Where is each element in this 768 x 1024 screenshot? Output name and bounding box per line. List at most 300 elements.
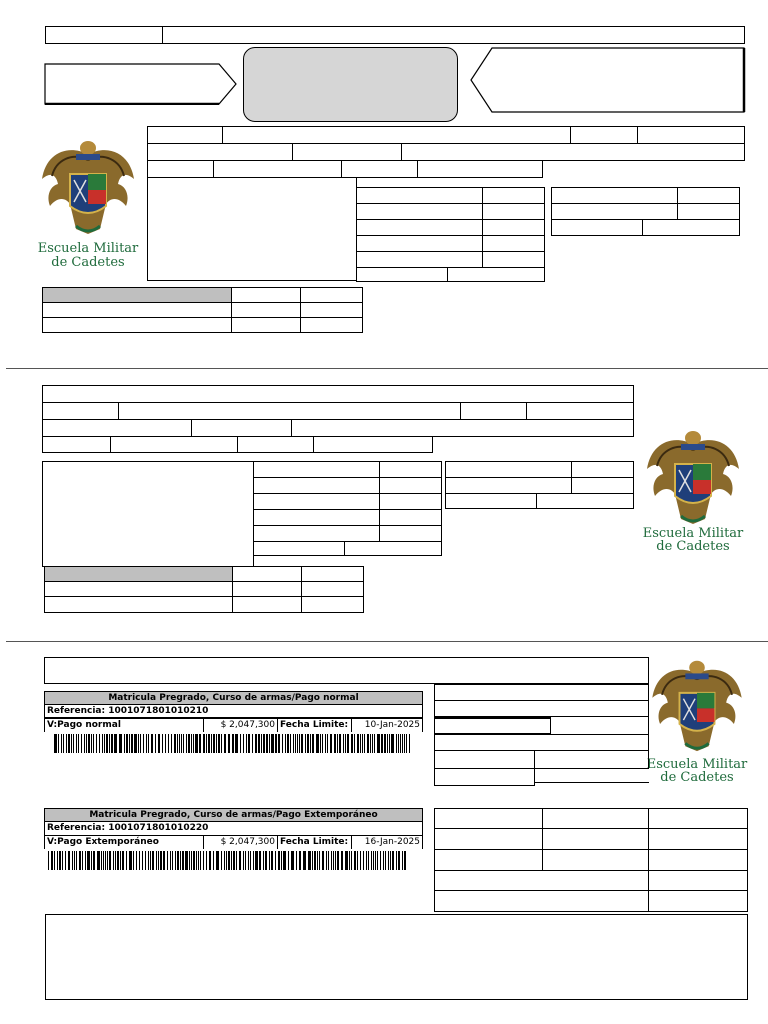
concept-table-header-cell (301, 566, 364, 582)
info-cell (291, 419, 634, 437)
reference-label: Referencia: (47, 706, 106, 716)
barcode-bar (288, 851, 289, 870)
concept-table-cell (300, 317, 363, 333)
barcode-bar (326, 851, 327, 870)
barcode-bar (59, 851, 61, 870)
barcode-bar (360, 734, 361, 753)
barcode-bar (354, 734, 355, 753)
barcode-bar (162, 734, 163, 753)
barcode-bar (93, 851, 95, 870)
barcode-bar (398, 734, 399, 753)
barcode-bar (281, 851, 282, 870)
barcode-bar (191, 734, 192, 753)
concept-table-cell (44, 581, 233, 597)
barcode-bar (51, 851, 53, 870)
barcode-bar (370, 734, 371, 753)
logo-text-line1: Escuela Militar (37, 241, 139, 256)
stamp-cell (434, 768, 535, 786)
barcode-bar (299, 734, 300, 753)
barcode-bar (372, 734, 373, 753)
detail-cell (356, 203, 483, 220)
coat-of-arms-icon (641, 424, 745, 529)
barcode-bar (283, 851, 286, 870)
header-label-cell (45, 26, 163, 44)
barcode-bar (208, 734, 210, 753)
coat-of-arms-icon (36, 134, 140, 239)
barcode-bar (406, 734, 407, 753)
barcode-bar (255, 734, 257, 753)
detail-cell (379, 509, 442, 526)
barcode-bar (113, 851, 114, 870)
summary-cell (445, 493, 537, 509)
barcode-bar (88, 734, 90, 753)
barcode-bar (170, 851, 171, 870)
barcode-bar (63, 734, 64, 753)
barcode-bar (380, 851, 381, 870)
detail-cell (253, 509, 380, 526)
detail-cell (482, 219, 545, 236)
payment-value-label: V:Pago Extemporáneo (44, 835, 204, 849)
payment-reference (44, 704, 423, 718)
concept-table-header-cell (232, 566, 302, 582)
deadline-value: 10-Jan-2025 (351, 718, 423, 732)
barcode-bar (307, 734, 309, 753)
barcode-bar (285, 734, 286, 753)
detail-cell (379, 493, 442, 510)
barcode-bar (93, 734, 94, 753)
barcode-bar (316, 734, 319, 753)
barcode-bar (136, 851, 137, 870)
barcode-bar (175, 851, 176, 870)
barcode-bar (150, 851, 151, 870)
concept-table-header-cell (300, 287, 363, 303)
barcode-bar (388, 851, 389, 870)
barcode-bar (180, 851, 181, 870)
barcode-bar (327, 734, 328, 753)
notes-box (45, 914, 748, 1000)
barcode-bar (213, 734, 215, 753)
barcode-bar (78, 734, 79, 753)
barcode-bar (120, 851, 121, 870)
barcode-bar (104, 734, 105, 753)
barcode-bar (114, 734, 117, 753)
barcode-bar (224, 734, 226, 753)
barcode-bar (203, 851, 204, 870)
barcode-bar (76, 851, 77, 870)
barcode-bar (373, 851, 374, 870)
barcode-bar (76, 734, 77, 753)
barcode-bar (297, 734, 298, 753)
stamp-cell (648, 890, 748, 912)
barcode-bar (186, 734, 187, 753)
logo-text-line1: Escuela Militar (646, 757, 748, 772)
reference-value: 1001071801010210 (108, 706, 209, 716)
barcode-bar (196, 851, 197, 870)
barcode-bar (362, 734, 363, 753)
barcode-bar (155, 734, 156, 753)
barcode-bar (158, 851, 159, 870)
barcode-bar (308, 851, 311, 870)
barcode-bar (317, 851, 318, 870)
barcode-bar (158, 734, 160, 753)
detail-cell (344, 541, 442, 556)
barcode-bar (305, 734, 306, 753)
barcode-bar (226, 851, 227, 870)
barcode-bar (312, 851, 313, 870)
payment-reference (44, 821, 423, 836)
barcode-bar (181, 734, 182, 753)
detail-cell (379, 525, 442, 542)
barcode-bar (185, 851, 188, 870)
barcode-bar (335, 851, 336, 870)
logo-text-line1: Escuela Militar (642, 526, 744, 541)
barcode-bar (299, 851, 301, 870)
barcode-bar (385, 851, 386, 870)
barcode-bar (87, 851, 90, 870)
barcode-bar (103, 851, 104, 870)
barcode-bar (377, 734, 380, 753)
deadline-value: 16-Jan-2025 (351, 835, 423, 849)
barcode-bar (171, 734, 172, 753)
barcode-bar (221, 851, 222, 870)
barcode-bar (117, 851, 119, 870)
barcode-bar (363, 851, 364, 870)
barcode-bar (278, 851, 280, 870)
barcode-bar (101, 851, 102, 870)
barcode-bar (367, 734, 369, 753)
info-cell (417, 160, 543, 178)
school-logo (646, 654, 748, 789)
barcode-bar (320, 734, 321, 753)
barcode-bar (371, 851, 372, 870)
barcode-bar (124, 734, 125, 753)
reference-value: 1001071801010220 (108, 823, 209, 833)
detail-cell (447, 267, 545, 282)
summary-cell (445, 477, 572, 494)
barcode-bar (182, 851, 184, 870)
barcode-bar (198, 851, 199, 870)
barcode-bar (152, 851, 154, 870)
barcode-bar (384, 734, 386, 753)
barcode-bar (255, 851, 258, 870)
barcode-bar (54, 734, 57, 753)
barcode-bar (145, 851, 146, 870)
barcode-bar (84, 734, 85, 753)
barcode-bar (282, 734, 283, 753)
concept-table-cell (232, 596, 302, 613)
barcode-bar (259, 851, 261, 870)
stamp-cell (534, 750, 649, 769)
barcode-bar (199, 734, 201, 753)
summary-cell (551, 203, 678, 220)
detail-cell (253, 493, 380, 510)
concept-table-cell (301, 596, 364, 613)
barcode-bar (81, 734, 82, 753)
barcode-bar (310, 734, 311, 753)
barcode-bar (266, 734, 268, 753)
barcode-bar (245, 851, 246, 870)
barcode-bar (57, 851, 58, 870)
info-cell (237, 436, 314, 453)
concept-table-header (44, 566, 233, 582)
barcode-bar (66, 734, 67, 753)
barcode-bar (72, 851, 73, 870)
barcode-bar (330, 734, 332, 753)
barcode-bar (216, 734, 217, 753)
barcode-bar (357, 734, 359, 753)
barcode-bar (314, 851, 316, 870)
info-cell (570, 126, 638, 144)
cut-line (6, 641, 768, 642)
barcode-bar (221, 734, 222, 753)
summary-cell (536, 493, 634, 509)
barcode-bar (240, 734, 241, 753)
barcode-bar (368, 851, 369, 870)
barcode-bar (322, 734, 323, 753)
barcode-bar (68, 734, 70, 753)
barcode-bar (97, 851, 100, 870)
barcode-bar (195, 734, 198, 753)
barcode-bar (91, 851, 92, 870)
barcode-bar (148, 851, 149, 870)
info-cell (147, 126, 223, 144)
barcode-bar (165, 734, 166, 753)
barcode-bar (243, 851, 244, 870)
info-cell (313, 436, 433, 453)
barcode-bar (151, 734, 153, 753)
summary-cell (571, 461, 634, 478)
logo-text-line2: de Cadetes (656, 539, 730, 554)
barcode-bar (188, 734, 190, 753)
barcode-bar (409, 734, 410, 753)
barcode-bar (62, 851, 63, 870)
barcode-bar (243, 734, 244, 753)
barcode-bar (349, 851, 350, 870)
barcode-bar (391, 734, 394, 753)
barcode-bar (203, 734, 205, 753)
stamp-cell (434, 870, 649, 891)
cut-line (6, 368, 768, 369)
barcode-bar (228, 851, 230, 870)
barcode-bar (253, 851, 254, 870)
barcode-bar (404, 851, 406, 870)
payment-amount: $ 2,047,300 (203, 718, 278, 732)
barcode-bar (364, 734, 365, 753)
summary-cell (551, 219, 643, 236)
barcode-bar (269, 734, 270, 753)
barcode-bar (271, 851, 273, 870)
header-title-cell (162, 26, 745, 44)
stamp-cell (434, 890, 649, 912)
stamp-cell (542, 828, 649, 850)
barcode-bar (337, 851, 339, 870)
concept-table-cell (231, 317, 301, 333)
barcode-bar (138, 734, 139, 753)
info-cell (42, 385, 634, 403)
stamp-cell (434, 750, 535, 769)
bank-header-box (44, 657, 649, 684)
info-cell (401, 143, 745, 161)
barcode-bar (193, 851, 195, 870)
center-panel (243, 47, 458, 122)
barcode-bar (111, 734, 113, 753)
barcode-bar (404, 734, 405, 753)
stamp-cell (434, 717, 551, 734)
barcode-bar (252, 734, 253, 753)
barcode-bar (383, 851, 384, 870)
logo-text-line2: de Cadetes (51, 255, 125, 270)
barcode-bar (360, 851, 361, 870)
barcode-bar (248, 851, 249, 870)
barcode-bar (133, 851, 134, 870)
barcode-bar (400, 734, 401, 753)
barcode-bar (106, 734, 108, 753)
barcode-bar (351, 851, 352, 870)
barcode-bar (295, 734, 296, 753)
barcode-bar (122, 851, 124, 870)
barcode-bar (174, 734, 176, 753)
barcode-bar (179, 734, 180, 753)
detail-cell (482, 203, 545, 220)
barcode-bar (216, 851, 219, 870)
barcode-bar (291, 851, 294, 870)
barcode-bar (374, 734, 375, 753)
barcode-bar (82, 851, 83, 870)
barcode-bar (139, 851, 140, 870)
barcode-bar (224, 851, 225, 870)
summary-cell (445, 461, 572, 478)
concept-table-cell (42, 302, 232, 318)
payment-concept-header: Matricula Pregrado, Curso de armas/Pago normal (44, 691, 423, 705)
info-cell (191, 419, 292, 437)
barcode-bar (325, 734, 326, 753)
barcode-bar (177, 734, 178, 753)
barcode-bar (275, 851, 276, 870)
barcode-bar (213, 851, 214, 870)
barcode-bar (312, 734, 314, 753)
barcode-bar (345, 734, 346, 753)
barcode-bar (402, 851, 403, 870)
barcode-bar (341, 851, 343, 870)
barcode-bar (146, 734, 147, 753)
stamp-cell (542, 849, 649, 871)
barcode-bar (156, 851, 157, 870)
barcode-bar (392, 851, 394, 870)
barcode-bar (250, 851, 251, 870)
reference-label: Referencia: (47, 823, 106, 833)
info-cell (341, 160, 418, 178)
concept-table-cell (44, 596, 233, 613)
barcode-bar (99, 734, 100, 753)
barcode-bar (160, 851, 162, 870)
barcode-bar (61, 734, 62, 753)
detail-cell (253, 541, 345, 556)
concept-table-header (42, 287, 232, 303)
coat-of-arms-icon (646, 654, 748, 756)
barcode-bar (396, 734, 397, 753)
barcode-bar (231, 851, 232, 870)
stamp-cell (542, 808, 649, 829)
detail-cell (356, 235, 483, 252)
barcode-bar (236, 851, 237, 870)
barcode-bar (389, 734, 390, 753)
barcode-bar (235, 734, 238, 753)
barcode-bar (390, 851, 391, 870)
stamp-cell (648, 849, 748, 871)
detail-cell (253, 477, 380, 494)
info-cell (42, 402, 119, 420)
barcode-bar (396, 851, 397, 870)
barcode-bar (246, 734, 247, 753)
barcode-bar (163, 851, 165, 870)
barcode-bar (402, 734, 403, 753)
barcode-bar (167, 851, 168, 870)
barcode-bar (148, 734, 149, 753)
barcode-bar (343, 734, 344, 753)
detail-cell (379, 461, 442, 478)
barcode-bar (261, 734, 262, 753)
barcode-bar (131, 734, 133, 753)
barcode-bar (65, 851, 66, 870)
barcode-bar (347, 734, 349, 753)
barcode-bar (319, 851, 320, 870)
detail-cell (253, 461, 380, 478)
detail-cell (482, 235, 545, 252)
arrow-left-shape (470, 47, 746, 114)
barcode-bar (109, 734, 110, 753)
barcode-bar (377, 851, 378, 870)
info-cell (110, 436, 238, 453)
barcode-bar (68, 851, 70, 870)
barcode-bar (102, 734, 103, 753)
barcode-bar (105, 851, 106, 870)
barcode-bar (119, 734, 122, 753)
barcode-bar (191, 851, 192, 870)
stamp-cell (434, 700, 649, 717)
stamp-cell (648, 808, 748, 829)
info-cell (42, 436, 111, 453)
detail-cell (253, 525, 380, 542)
barcode-bar (301, 734, 303, 753)
barcode-bar (91, 734, 92, 753)
stamp-cell (648, 828, 748, 850)
barcode-bar (54, 851, 55, 870)
barcode-bar (140, 734, 141, 753)
barcode-bar (290, 734, 291, 753)
info-cell (147, 160, 214, 178)
info-cell (460, 402, 527, 420)
barcode-bar (278, 734, 280, 753)
barcode-bar (263, 851, 264, 870)
info-cell (42, 419, 192, 437)
deadline-label: Fecha Limite: (277, 835, 352, 849)
barcode-bar (126, 734, 128, 753)
barcode-bar (206, 851, 207, 870)
barcode-bar (303, 851, 306, 870)
barcode-bar (209, 851, 211, 870)
concept-table-cell (232, 581, 302, 597)
info-cell (526, 402, 634, 420)
barcode-bar (375, 851, 376, 870)
barcode-bar (334, 734, 336, 753)
school-logo (36, 134, 140, 274)
barcode-bar (143, 734, 144, 753)
barcode-bar (177, 851, 179, 870)
barcode-bar (228, 734, 230, 753)
info-cell (222, 126, 571, 144)
summary-cell (551, 187, 678, 204)
summary-cell (677, 187, 740, 204)
